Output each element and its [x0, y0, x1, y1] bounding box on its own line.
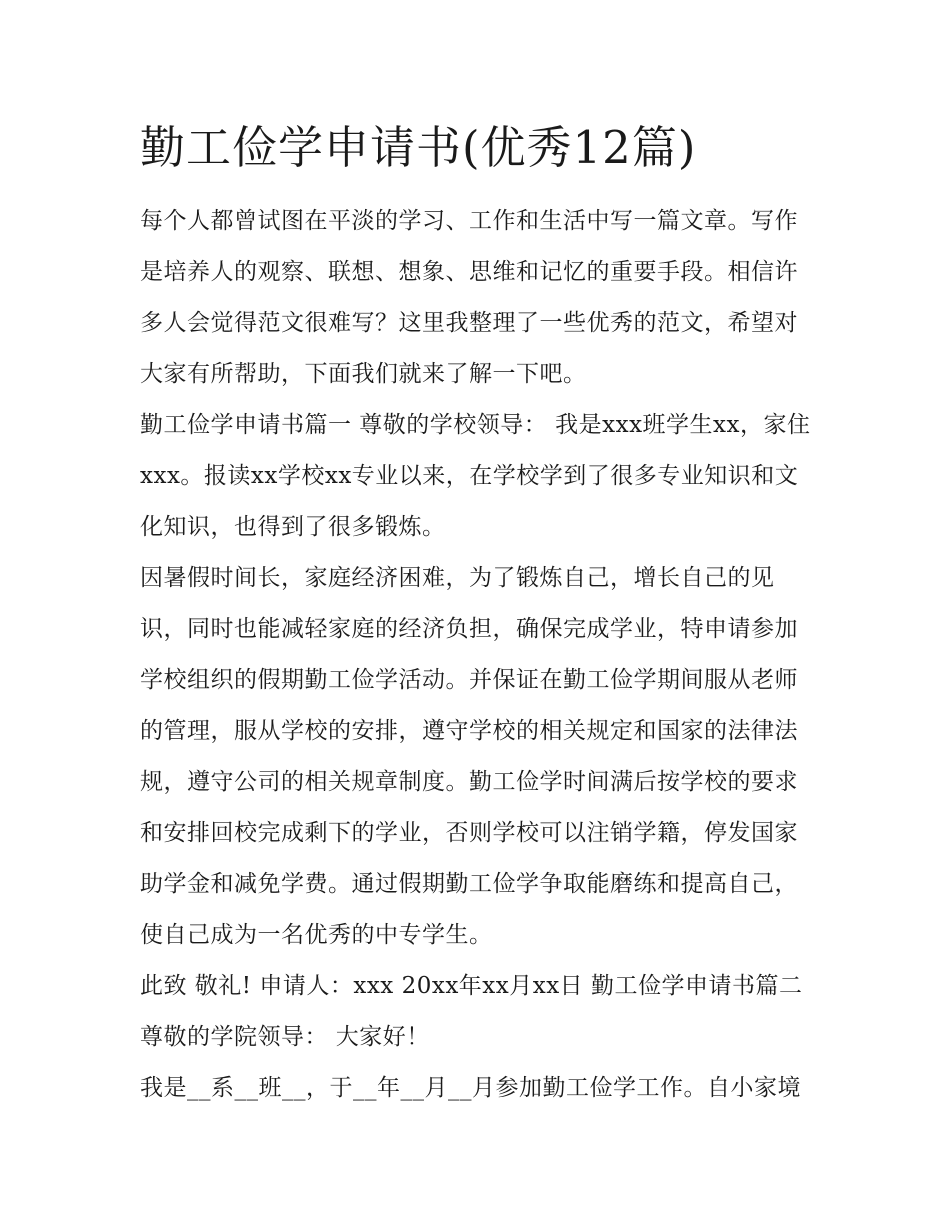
- paragraph-letter-one-body: 因暑假时间长，家庭经济困难，为了锻炼自己，增长自己的见识，同时也能减轻家庭的经济负担，确保完成学业，特申请参加学校组织的假期勤工俭学活动。并保证在勤工俭学期间服从老师的管理，服从学校的安排，遵守学校的相关规定和国家的法律法规，遵守公司的相关规章制度。勤工俭学时间满后按学校的要求和安排回校完成剩下的学业，否则学校可以注销学籍，停发国家助学金和减免学费。通过假期勤工俭学争取能磨练和提高自己，使自己成为一名优秀的中专学生。: [140, 565, 798, 948]
- document-page: [140, 112, 820, 1114]
- paragraph-letter-one-closing: 此致 敬礼! 申请人：xxx 20xx年xx月xx日 勤工俭学申请书篇二 尊敬的学院领导： 大家好！: [140, 973, 803, 1050]
- paragraph-intro: 每个人都曾试图在平淡的学习、工作和生活中写一篇文章。写作是培养人的观察、联想、想象、思维和记忆的重要手段。相信许多人会觉得范文很难写？这里我整理了一些优秀的范文，希望对大家有所帮助，下面我们就来了解一下吧。: [140, 208, 798, 387]
- paragraph-letter-two-body: 我是__系__班__，于__年__月__月参加勤工俭学工作。自小家境: [140, 1075, 801, 1101]
- paragraph-letter-one-opening: 勤工俭学申请书篇一 尊敬的学校领导： 我是xxx班学生xx，家住xxx。报读xx学校xx专业以来，在学校学到了很多专业知识和文化知识，也得到了很多锻炼。: [140, 412, 811, 540]
- document-title: 勤工俭学申请书(优秀12篇): [140, 121, 697, 174]
